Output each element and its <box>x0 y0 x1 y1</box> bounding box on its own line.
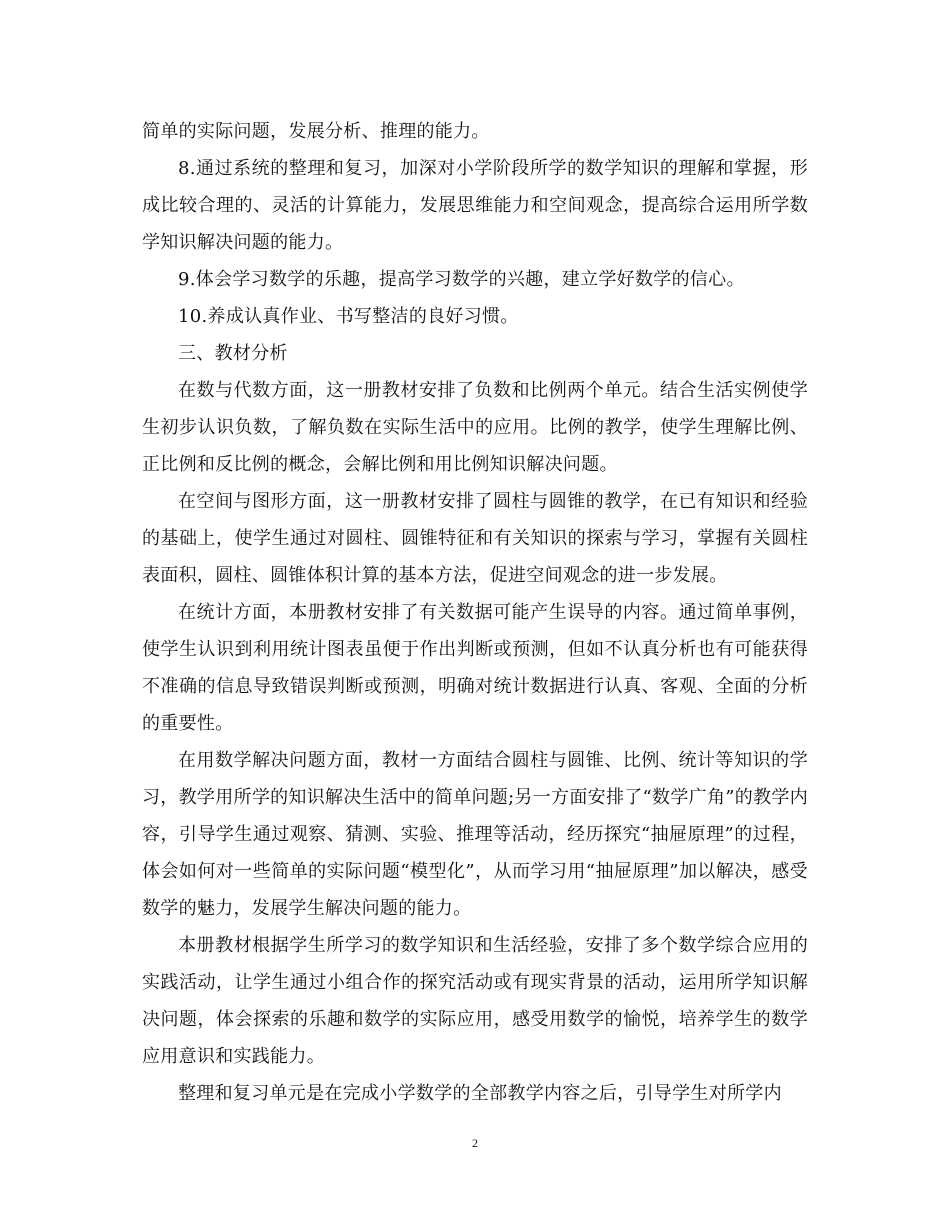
paragraph-1: 简单的实际问题，发展分析、推理的能力。 <box>142 121 490 142</box>
document-body <box>142 113 808 1112</box>
paragraph-9: 在用数学解决问题方面，教材一方面结合圆柱与圆锥、比例、统计等知识的学习，教学用所学的知识解决生活中的简单问题;另一方面安排了“数学广角”的教学内容，引导学生通过观察、猜测、实验、推理等活动，经历探究“抽屉原理”的过程，体会如何对一些简单的实际问题“模型化”，从而学习用“抽屉原理”加以解决，感受数学的魅力，发展学生解决问题的能力。 <box>142 750 808 919</box>
paragraph-4: 10.养成认真作业、书写整洁的良好习惯。 <box>178 306 519 327</box>
paragraph-2: 8.通过系统的整理和复习，加深对小学阶段所学的数学知识的理解和掌握，形成比较合理的、灵活的计算能力，发展思维能力和空间观念，提高综合运用所学数学知识解决问题的能力。 <box>142 158 808 253</box>
paragraph-7: 在空间与图形方面，这一册教材安排了圆柱与圆锥的教学，在已有知识和经验的基础上，使学生通过对圆柱、圆锥特征和有关知识的探索与学习，掌握有关圆柱表面积，圆柱、圆锥体积计算的基本方法，促进空间观念的进一步发展。 <box>142 491 808 586</box>
paragraph-8: 在统计方面，本册教材安排了有关数据可能产生误导的内容。通过简单事例，使学生认识到利用统计图表虽便于作出判断或预测，但如不认真分析也有可能获得不准确的信息导致错误判断或预测，明确对统计数据进行认真、客观、全面的分析的重要性。 <box>142 602 808 734</box>
page-number: 2 <box>472 1136 478 1150</box>
paragraph-11: 整理和复习单元是在完成小学数学的全部教学内容之后，引导学生对所学内 <box>178 1083 782 1104</box>
paragraph-6: 在数与代数方面，这一册教材安排了负数和比例两个单元。结合生活实例使学生初步认识负数，了解负数在实际生活中的应用。比例的教学，使学生理解比例、正比例和反比例的概念，会解比例和用比例知识解决问题。 <box>142 380 808 475</box>
paragraph-3: 9.体会学习数学的乐趣，提高学习数学的兴趣，建立学好数学的信心。 <box>178 269 745 290</box>
section-heading: 三、教材分析 <box>178 343 288 364</box>
paragraph-10: 本册教材根据学生所学习的数学知识和生活经验，安排了多个数学综合应用的实践活动，让学生通过小组合作的探究活动或有现实背景的活动，运用所学知识解决问题，体会探索的乐趣和数学的实际应用，感受用数学的愉悦，培养学生的数学应用意识和实践能力。 <box>142 935 808 1067</box>
